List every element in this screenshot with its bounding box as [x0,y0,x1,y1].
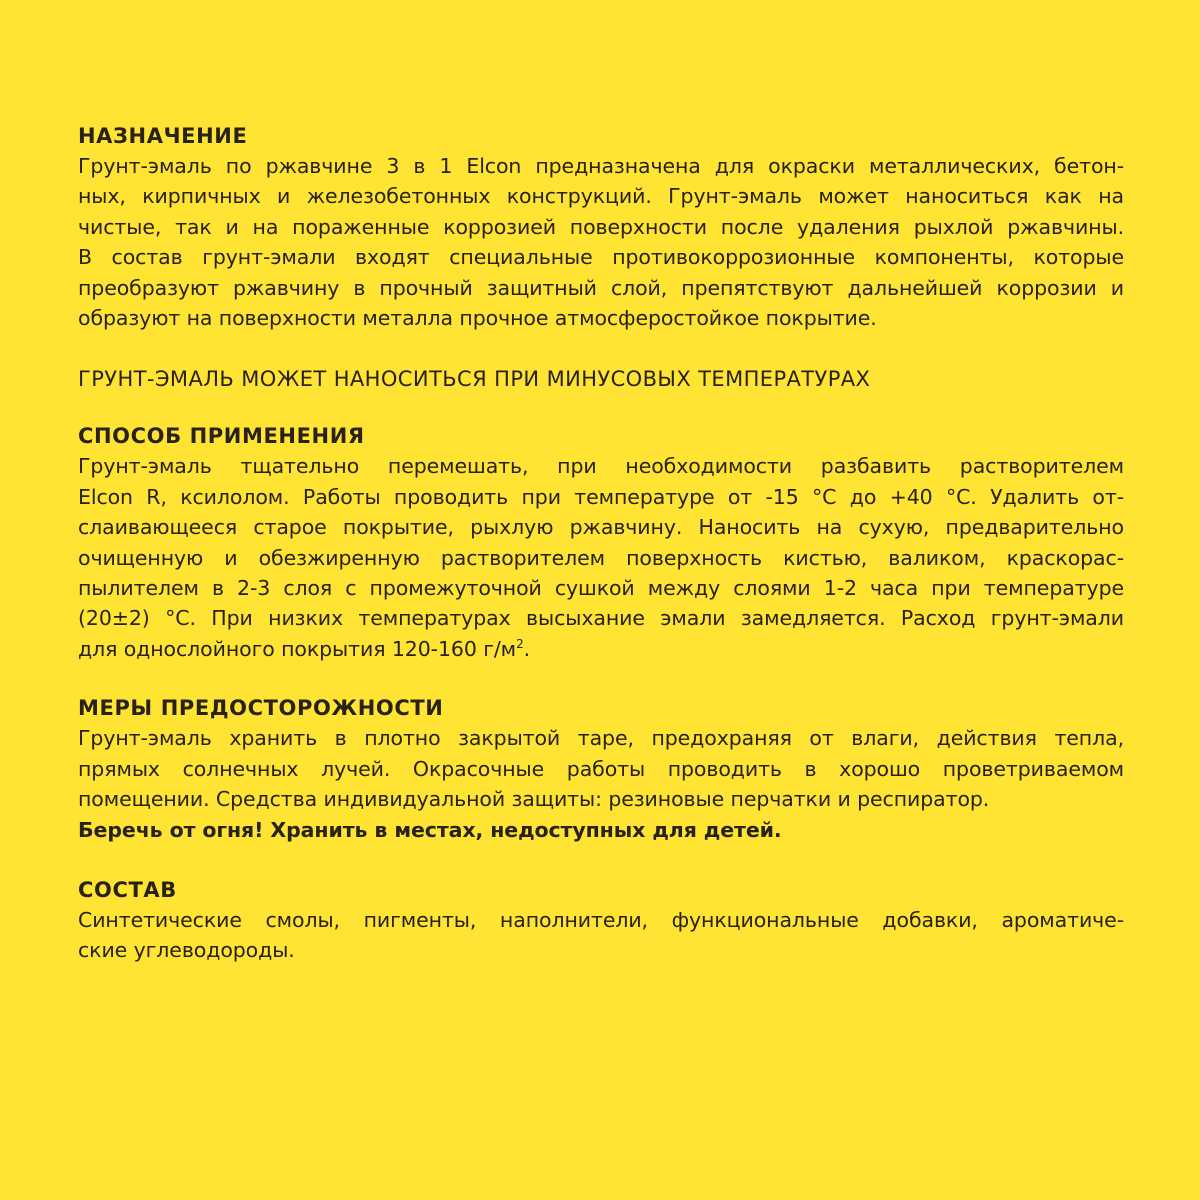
spacer [78,333,1124,364]
purpose-line: чистые, так и на пораженные коррозией поверхности после удаления рыхлой ржавчины. [78,214,1124,239]
spacer [78,845,1124,875]
composition-line: ские углеводороды. [78,938,295,963]
precautions-heading: МЕРЫ ПРЕДОСТОРОЖНОСТИ [78,696,444,721]
application-line: пылителем в 2-3 слоя с промежуточной сушкой между слоями 1-2 часа при температуре [78,576,1124,601]
precautions-line: Грунт-эмаль хранить в плотно закрытой таре, предохраняя от влаги, действия тепла, [78,726,1124,751]
purpose-line: В состав грунт-эмали входят специальные противокоррозионные компоненты, которые [78,245,1124,270]
application-line: слаивающееся старое покрытие, рыхлую ржавчину. Наносить на сухую, предварительно [78,515,1124,540]
application-heading: СПОСОБ ПРИМЕНЕНИЯ [78,424,365,449]
purpose-line: Грунт-эмаль по ржавчине 3 в 1 Elcon предназначена для окраски металлических, бетон- [78,154,1124,178]
application-line: очищенную и обезжиренную растворителем поверхность кистью, валиком, краскорас- [78,545,1124,570]
application-line: (20±2) °С. При низких температурах высыхание эмали замедляется. Расход грунт-эмали [78,606,1124,631]
purpose-line: образуют на поверхности металла прочное атмосферостойкое покрытие. [78,306,877,331]
precautions-paragraph [78,723,1124,845]
composition-line: Синтетические смолы, пигменты, наполнители, функциональные добавки, ароматиче- [78,907,1124,932]
text-column [78,121,1124,966]
application-line-suffix: . [523,636,531,661]
application-line-text: для однослойного покрытия 120-160 г/м [78,636,517,661]
spacer [78,664,1124,693]
low-temperature-notice: ГРУНТ-ЭМАЛЬ МОЖЕТ НАНОСИТЬСЯ ПРИ МИНУСОВЫХ ТЕМПЕРАТУРАХ [78,367,871,392]
precautions-line: прямых солнечных лучей. Окрасочные работы проводить в хорошо проветриваемом [78,756,1124,781]
application-paragraph [78,451,1124,664]
spacer [78,394,1124,421]
application-line-last [78,634,1124,664]
purpose-line: преобразуют ржавчину в прочный защитный слой, препятствуют дальнейшей коррозии и [78,275,1124,300]
fire-warning: Беречь от огня! Хранить в местах, недоступных для детей. [78,817,782,842]
application-line: Грунт-эмаль тщательно перемешать, при необходимости разбавить растворителем [78,454,1124,479]
purpose-paragraph [78,151,1124,333]
square-superscript: 2 [516,637,524,652]
composition-heading: СОСТАВ [78,877,177,902]
purpose-line: ных, кирпичных и железобетонных конструкций. Грунт-эмаль может наноситься как на [78,184,1124,209]
precautions-line: помещении. Средства индивидуальной защиты: резиновые перчатки и респиратор. [78,787,990,812]
composition-paragraph [78,905,1124,966]
application-line: Elcon R, ксилолом. Работы проводить при температуре от -15 °С до +40 °С. Удалить от- [78,484,1124,509]
purpose-heading: НАЗНАЧЕНИЕ [78,124,248,148]
